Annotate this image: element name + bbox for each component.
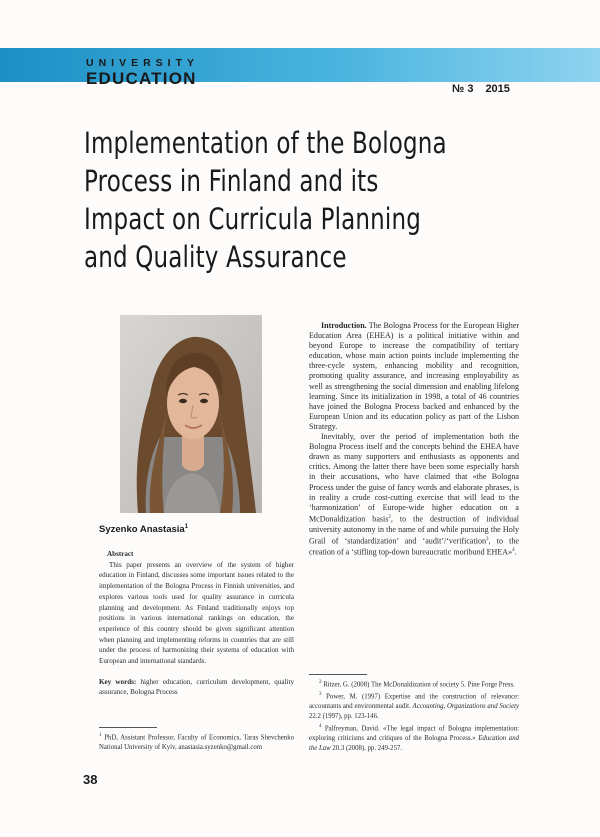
paragraph-end: . bbox=[514, 548, 517, 558]
footnote-text: 20.3 (2008), pp. 249-257. bbox=[330, 744, 403, 752]
footnotes-references bbox=[309, 678, 519, 753]
footnote-text: 22.2 (1997), pp. 123-146. bbox=[309, 712, 379, 720]
author-name bbox=[99, 524, 188, 535]
footnote-mark: 4 bbox=[319, 723, 322, 729]
title-line: Process in Finland and its bbox=[84, 164, 379, 198]
footnote-mark: 1 bbox=[99, 733, 102, 738]
issue-number: № 3 bbox=[452, 83, 474, 95]
abstract-block bbox=[99, 549, 294, 698]
paragraph-text: Inevitably, over the period of implementation both the Bologna Process itself and the concepts behind the EHEA have drawn as many supporters and enthusiasts as opponents and critics. Among the latter there have been some especially harsh in their accusations, who have claimed that «the Bologna Process under the guise of fancy words and elaborate phrases, is in reality a crude cost-cutting exercise that will lead to the ‘harmonization’ of Europe-wide higher education on a McDonaldization basis bbox=[309, 432, 519, 524]
paragraph-text: , to the destruction of individual university autonomy in the name of and while pursuing the Holy Grail of ‘standardization’ and ‘audit’/‘verification bbox=[309, 514, 519, 546]
footnote-text: PhD, Assistant Professor, Faculty of Economics, Taras Shevchenko National University of Kyiv, anastasia.syzenko@gmail.com bbox=[99, 734, 295, 751]
footnote-item bbox=[309, 722, 519, 754]
footnote-journal: Education and the Law bbox=[309, 734, 519, 752]
title-line: and Quality Assurance bbox=[84, 240, 347, 274]
footnote-text: Ritzer, G. (2008) The McDonaldization of society 5. Pine Forge Press. bbox=[323, 681, 515, 689]
footnote-text: Palfreyman, David. «The legal impact of Bologna implementation: exploring criticisms and critiques of the Bologna Process.» bbox=[309, 724, 519, 742]
footnote-journal: Accounting, Organizations and Society bbox=[412, 703, 519, 711]
paragraph-text: The Bologna Process for the European Higher Education Area (EHEA) is a political initiative within and beyond Europe to increase the compatibility of tertiary education, whose main action points include implementing the three-cycle system, enhancing mobility and recognition, promoting quality assurance, and increasing employability as well as strengthening the social dimension and enabling lifelong learning. Since its initialization in 1998, a total of 46 countries have joined the Bologna Process backed and enhanced by the European Union and its education policy as part of the Lisbon Strategy. bbox=[309, 321, 520, 431]
body-paragraph bbox=[309, 321, 519, 432]
introduction-label: Introduction. bbox=[321, 321, 367, 330]
footnote-ref: 3 bbox=[486, 536, 489, 542]
title-line: Impact on Curricula Planning bbox=[84, 202, 421, 236]
page-number: 38 bbox=[83, 772, 98, 787]
footnote-item bbox=[309, 690, 519, 722]
keywords-label: Key words: bbox=[99, 677, 137, 686]
keywords bbox=[99, 677, 294, 698]
footnote-mark: 3 bbox=[319, 692, 322, 698]
footnote-item bbox=[309, 678, 519, 690]
issue-year: 2015 bbox=[485, 83, 510, 95]
footnote-ref: 2 bbox=[388, 514, 391, 520]
logo-bottom-word: EDUCATION bbox=[86, 68, 197, 88]
article-title bbox=[84, 124, 447, 276]
author-photo-illustration bbox=[120, 315, 262, 513]
abstract-text: This paper presents an overview of the system of higher education in Finland, discusses some important issues related to the implementation of the Bologna Process in Finnish universities, and explores various tools used for quality assurance in curricula planning and development. As Finland traditionally enjoys top positions in various international rankings on education, the experience of this country should be given significant attention when planning and implementing reforms in countries that are still under the process of harmonizing their systems of education with European and international standards. bbox=[99, 560, 294, 666]
body-column bbox=[309, 321, 519, 558]
footnote-ref: 4 bbox=[512, 548, 515, 554]
journal-logo bbox=[86, 58, 199, 87]
footnote-rule bbox=[99, 727, 157, 728]
keywords-text: higher education, curriculum development, quality assurance, Bologna Process bbox=[99, 677, 294, 697]
footnote-author bbox=[99, 731, 294, 752]
body-paragraph bbox=[309, 432, 519, 558]
author-name-text: Syzenko Anastasia bbox=[99, 524, 185, 536]
footnote-rule bbox=[309, 674, 367, 675]
footnote-text: Power, M. (1997) Expertise and the construction of relevance: accountants and environmental audit. bbox=[309, 693, 519, 711]
footnote-mark: 2 bbox=[319, 680, 322, 685]
issue-info bbox=[452, 83, 510, 95]
logo-top-word: UNIVERSITY bbox=[86, 57, 200, 69]
abstract-heading: Abstract bbox=[107, 550, 134, 558]
author-photo bbox=[120, 315, 262, 513]
paragraph-text: , to the creation of a ‘stifling top-down bureaucratic moribund EHEA» bbox=[309, 536, 520, 558]
author-footnote-mark: 1 bbox=[184, 524, 189, 530]
title-line: Implementation of the Bologna bbox=[84, 126, 447, 160]
